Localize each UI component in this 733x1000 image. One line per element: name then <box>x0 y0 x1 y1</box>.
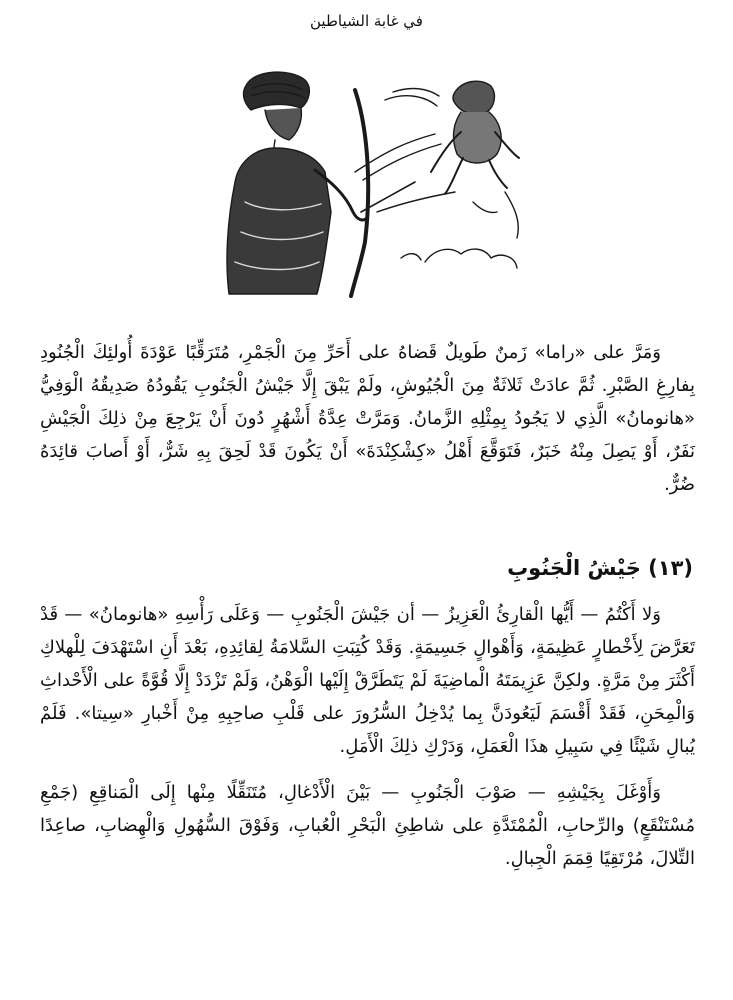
section-heading: (١٣) جَيْشُ الْجَنُوبِ <box>507 556 693 580</box>
body-paragraph: وَأَوْغَلَ بِجَيْشِهِ — صَوْبَ الْجَنُوبِ — بَيْنَ الْأَدْغالِ، مُتَنَقِّلًا مِنْها إِلَى الْمَناقِعِ (جَمْعِ مُسْتَنْقَعٍ) والرِّحابِ، الْمُمْتَدَّةِ على شاطِئِ الْبَحْرِ الْعُبابِ، وَفَوْقَ السُّهُولِ وَالْهِضابِ، صاعِدًا التِّلالَ، مُرْتَقِيًا قِمَمَ الْجِبالِ. <box>40 782 695 869</box>
archer-and-monkey-illustration-icon <box>205 62 535 300</box>
body-paragraph: وَمَرَّ على «راما» زَمنٌ طَويلٌ قَضاهُ على أَحَرِّ مِنَ الْجَمْرِ، مُتَرَقِّبًا عَوْدَةَ أُولئِكَ الْجُنُودِ بِفارِغِ الصَّبْرِ. ثُمَّ عادَتْ ثَلاثَةٌ مِنَ الْجُيُوشِ، ولَمْ يَبْقَ إِلَّا جَيْشُ الْجَنُوبِ يَقُودُهُ صَدِيقُهُ الْوَفِيُّ «هانومانُ» الَّذِي لا يَجُودُ بِمِثْلِهِ الزَّمانُ. وَمَرَّتْ عِدَّةُ أَشْهُرٍ دُونَ أَنْ يَرْجِعَ مِنْ ذلِكَ الْجَيْشِ نَفَرٌ، أَوْ يَصِلَ مِنْهُ خَبَرٌ، فَتَوَقَّعَ أَهْلُ «كِشْكِنْدَةَ» أَنْ يَكُونَ قَدْ لَحِقَ بِهِ شَرٌّ، أَوْ أَصابَ قائِدَهُ ضُرٌّ. <box>40 342 695 495</box>
body-paragraph: وَلا أَكْتُمُ — أَيُّها الْقارِئُ الْعَزِيزُ — أن جَيْشَ الْجَنُوبِ — وَعَلَى رَأْسِهِ «هانومانُ» — قَدْ تَعَرَّضَ لِأَخْطارٍ عَظِيمَةٍ، وَأَهْوالٍ جَسِيمَةٍ. وَقَدْ كُتِبَتِ السَّلامَةُ لِقائِدِهِ، بَعْدَ أَنِ اسْتَهْدَفَ لِلْهلاكِ أَكْثَرَ مِنْ مَرَّةٍ. ولكِنَّ عَزِيمَتَهُ الْماضِيَةَ لَمْ يَتَطَرَّقْ إِلَيْها الْوَهْنُ، وَلَمْ تَزْدَدْ إِلَّا قُوَّةً على الْأَحْداثِ وَالْمِحَنِ، فَقَدْ أَقْسَمَ لَيَعُودَنَّ بِما يُدْخِلُ السُّرُورَ على قَلْبِ صاحِبِهِ مِنْ أَخْبارِ «سِيتا». فَلَمْ يُبالِ شَيْئًا فِي سَبِيلِ هذَا الْعَمَلِ، وَدَرْكِ ذلِكَ الْأَمَلِ. <box>40 604 695 757</box>
running-header: في غابة الشياطين <box>310 12 423 30</box>
